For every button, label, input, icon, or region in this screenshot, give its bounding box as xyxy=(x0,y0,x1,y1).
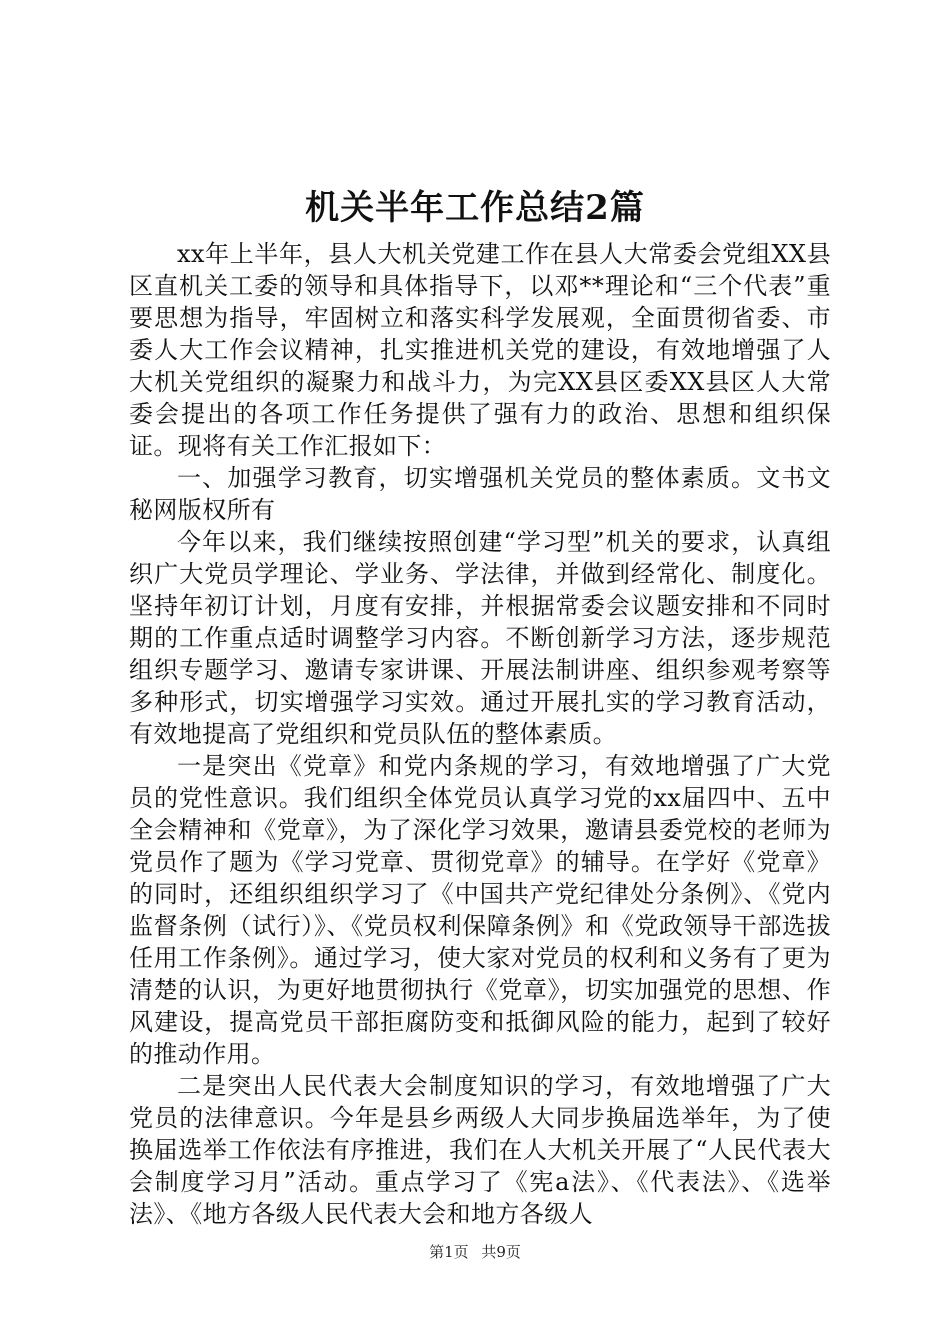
document-body xyxy=(129,238,831,1230)
paragraph-study: 今年以来，我们继续按照创建“学习型”机关的要求，认真组织广大党员学理论、学业务、学法律，并做到经常化、制度化。坚持年初订计划，月度有安排，并根据常委会议题安排和不同时期的工作重点适时调整学习内容。不断创新学习方法，逐步规范组织专题学习、邀请专家讲课、开展法制讲座、组织参观考察等多种形式，切实增强学习实效。通过开展扎实的学习教育活动，有效地提高了党组织和党员队伍的整体素质。 xyxy=(129,528,831,748)
page-number: 第1页 xyxy=(429,1243,469,1261)
paragraph-party-constitution: 一是突出《党章》和党内条规的学习，有效地增强了广大党员的党性意识。我们组织全体党员认真学习党的xx届四中、五中全会精神和《党章》，为了深化学习效果，邀请县委党校的老师为党员作了题为《学习党章、贯彻党章》的辅导。在学好《党章》的同时，还组织组织学习了《中国共产党纪律处分条例》、《党内监督条例（试行）》、《党员权利保障条例》和《党政领导干部选拔任用工作条例》。通过学习，使大家对党员的权利和义务有了更为清楚的认识，为更好地贯彻执行《党章》，切实加强党的思想、作风建设，提高党员干部拒腐防变和抵御风险的能力，起到了较好的推动作用。 xyxy=(129,752,831,1068)
paragraph-congress-system: 二是突出人民代表大会制度知识的学习，有效地增强了广大党员的法律意识。今年是县乡两级人大同步换届选举年，为了使换届选举工作依法有序推进，我们在人大机关开展了“人民代表大会制度学习月”活动。重点学习了《宪a法》、《代表法》、《选举法》、《地方各级人民代表大会和地方各级人 xyxy=(129,1072,831,1228)
page-total: 共9页 xyxy=(481,1243,521,1261)
paragraph-intro: xx年上半年，县人大机关党建工作在县人大常委会党组XX县区直机关工委的领导和具体指导下，以邓**理论和“三个代表”重要思想为指导，牢固树立和落实科学发展观，全面贯彻省委、市委人大工作会议精神，扎实推进机关党的建设，有效地增强了人大机关党组织的凝聚力和战斗力，为完XX县区委XX县区人大常委会提出的各项工作任务提供了强有力的政治、思想和组织保证。现将有关工作汇报如下： xyxy=(129,240,831,460)
section-heading-1: 一、加强学习教育，切实增强机关党员的整体素质。文书文秘网版权所有 xyxy=(129,464,831,524)
document-title: 机关半年工作总结2篇 xyxy=(305,188,645,228)
page-footer xyxy=(0,1242,950,1262)
